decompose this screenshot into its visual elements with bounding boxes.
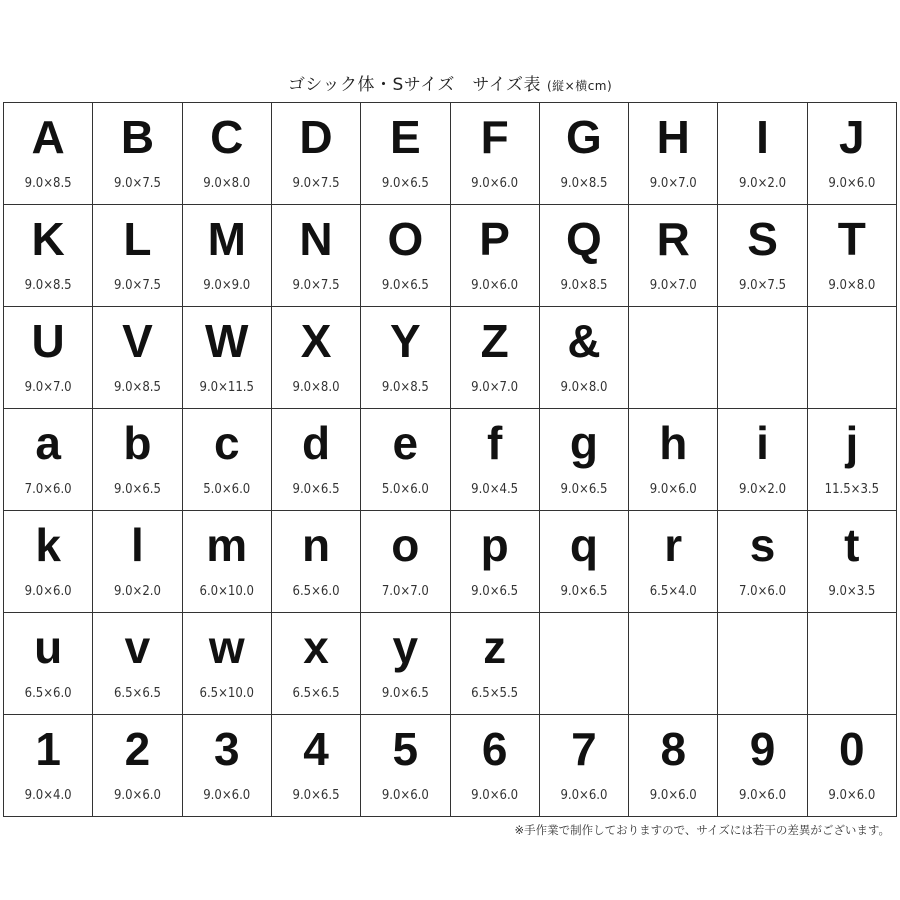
letter-glyph: z bbox=[483, 621, 507, 673]
size-label: 11.5×3.5 bbox=[824, 482, 880, 497]
size-label: 6.5×6.5 bbox=[113, 686, 161, 701]
size-label: 9.0×8.5 bbox=[24, 176, 72, 191]
letter-glyph: n bbox=[301, 519, 331, 571]
size-label: 9.0×2.0 bbox=[739, 482, 787, 497]
letter-glyph: a bbox=[35, 417, 61, 469]
letter-glyph: m bbox=[206, 519, 248, 571]
letter-glyph: C bbox=[210, 111, 244, 163]
letter-glyph: v bbox=[124, 621, 151, 673]
size-cell bbox=[93, 307, 182, 409]
size-label: 9.0×8.0 bbox=[560, 380, 608, 395]
letter-glyph: d bbox=[301, 417, 331, 469]
size-label: 9.0×6.0 bbox=[828, 176, 876, 191]
letter-glyph: D bbox=[299, 111, 333, 163]
size-label: 9.0×6.5 bbox=[381, 278, 429, 293]
size-cell bbox=[540, 409, 629, 511]
size-cell bbox=[808, 205, 897, 307]
letter-glyph: w bbox=[208, 621, 245, 673]
size-label: 9.0×7.0 bbox=[24, 380, 72, 395]
size-cell bbox=[93, 715, 182, 817]
size-cell bbox=[183, 103, 272, 205]
size-label: 9.0×6.0 bbox=[24, 584, 72, 599]
size-cell bbox=[183, 409, 272, 511]
size-cell bbox=[93, 511, 182, 613]
size-cell bbox=[540, 307, 629, 409]
size-cell bbox=[361, 715, 450, 817]
size-label: 9.0×2.0 bbox=[739, 176, 787, 191]
size-cell bbox=[451, 409, 540, 511]
size-cell bbox=[808, 715, 897, 817]
size-cell bbox=[4, 103, 93, 205]
letter-glyph: h bbox=[659, 417, 688, 469]
size-label: 9.0×6.0 bbox=[113, 788, 161, 803]
size-label: 9.0×8.0 bbox=[828, 278, 876, 293]
size-label: 7.0×7.0 bbox=[381, 584, 429, 599]
size-label: 9.0×6.5 bbox=[381, 176, 429, 191]
letter-glyph: i bbox=[756, 417, 769, 469]
letter-glyph: u bbox=[34, 621, 63, 673]
size-cell bbox=[808, 103, 897, 205]
letter-glyph: A bbox=[31, 111, 65, 163]
size-cell bbox=[272, 103, 361, 205]
size-label: 9.0×8.0 bbox=[203, 176, 251, 191]
letter-glyph: P bbox=[479, 213, 510, 265]
size-label: 9.0×7.0 bbox=[649, 278, 697, 293]
size-label: 9.0×6.0 bbox=[471, 278, 519, 293]
size-label: 6.5×5.5 bbox=[471, 686, 519, 701]
size-cell bbox=[4, 511, 93, 613]
size-cell bbox=[629, 715, 718, 817]
size-cell bbox=[272, 409, 361, 511]
size-label: 9.0×4.5 bbox=[471, 482, 519, 497]
size-cell bbox=[183, 205, 272, 307]
size-label: 9.0×8.5 bbox=[381, 380, 429, 395]
size-cell bbox=[4, 715, 93, 817]
letter-glyph: T bbox=[837, 213, 866, 265]
letter-glyph: B bbox=[120, 111, 155, 163]
size-label: 9.0×6.5 bbox=[381, 686, 429, 701]
letter-glyph: Q bbox=[566, 213, 602, 265]
size-label: 9.0×8.5 bbox=[560, 278, 608, 293]
letter-glyph: 6 bbox=[481, 723, 508, 775]
letter-glyph: Z bbox=[480, 315, 509, 367]
size-label: 9.0×6.5 bbox=[292, 788, 340, 803]
size-cell bbox=[183, 511, 272, 613]
letter-glyph: W bbox=[205, 315, 249, 367]
title-text: ゴシック体・Sサイズ サイズ表 bbox=[287, 75, 542, 95]
letter-glyph: K bbox=[31, 213, 65, 265]
size-label: 9.0×6.5 bbox=[113, 482, 161, 497]
size-cell bbox=[718, 409, 807, 511]
size-cell bbox=[808, 511, 897, 613]
size-label: 9.0×11.5 bbox=[199, 380, 254, 395]
size-label: 9.0×6.5 bbox=[292, 482, 340, 497]
empty-cell bbox=[629, 613, 718, 715]
size-cell bbox=[93, 205, 182, 307]
letter-glyph: X bbox=[300, 315, 332, 367]
size-cell bbox=[272, 511, 361, 613]
letter-glyph: G bbox=[566, 111, 602, 163]
size-cell bbox=[540, 715, 629, 817]
size-label: 9.0×8.0 bbox=[292, 380, 340, 395]
size-label: 9.0×7.5 bbox=[113, 278, 161, 293]
letter-glyph: t bbox=[844, 519, 860, 571]
size-label: 9.0×8.5 bbox=[113, 380, 161, 395]
letter-glyph: 1 bbox=[35, 723, 61, 775]
size-label: 7.0×6.0 bbox=[739, 584, 787, 599]
letter-glyph: j bbox=[845, 417, 859, 469]
size-label: 9.0×6.0 bbox=[649, 482, 697, 497]
size-cell bbox=[4, 307, 93, 409]
size-label: 9.0×9.0 bbox=[203, 278, 251, 293]
size-cell bbox=[718, 715, 807, 817]
letter-glyph: f bbox=[486, 417, 503, 469]
letter-glyph: b bbox=[123, 417, 152, 469]
size-cell bbox=[629, 511, 718, 613]
size-cell bbox=[540, 103, 629, 205]
size-cell bbox=[361, 409, 450, 511]
letter-glyph: x bbox=[303, 621, 329, 673]
size-cell bbox=[272, 613, 361, 715]
letter-glyph: 3 bbox=[213, 723, 240, 775]
letter-glyph: 0 bbox=[839, 723, 865, 775]
letter-glyph: F bbox=[480, 111, 509, 163]
size-label: 6.5×6.5 bbox=[292, 686, 340, 701]
letter-glyph: R bbox=[656, 213, 690, 265]
page-title bbox=[0, 70, 900, 95]
size-cell bbox=[718, 511, 807, 613]
size-cell bbox=[93, 409, 182, 511]
size-cell bbox=[183, 307, 272, 409]
letter-glyph: V bbox=[122, 315, 153, 367]
size-label: 9.0×6.0 bbox=[739, 788, 787, 803]
size-cell bbox=[361, 307, 450, 409]
size-cell bbox=[93, 613, 182, 715]
size-label: 5.0×6.0 bbox=[381, 482, 429, 497]
size-label: 9.0×6.0 bbox=[203, 788, 251, 803]
letter-glyph: y bbox=[392, 621, 419, 673]
letter-glyph: & bbox=[567, 315, 601, 367]
letter-glyph: L bbox=[123, 213, 152, 265]
size-cell bbox=[451, 205, 540, 307]
size-label: 7.0×6.0 bbox=[24, 482, 72, 497]
letter-glyph: H bbox=[656, 111, 690, 163]
letter-glyph: Y bbox=[390, 315, 421, 367]
letter-glyph: O bbox=[387, 213, 424, 265]
letter-glyph: S bbox=[747, 213, 778, 265]
size-label: 9.0×7.0 bbox=[471, 380, 519, 395]
letter-glyph: U bbox=[31, 315, 65, 367]
letter-glyph: 7 bbox=[571, 723, 597, 775]
letter-glyph: 9 bbox=[749, 723, 776, 775]
size-table bbox=[3, 102, 897, 817]
size-label: 6.5×10.0 bbox=[199, 686, 254, 701]
letter-glyph: M bbox=[207, 213, 246, 265]
size-cell bbox=[361, 103, 450, 205]
size-cell bbox=[361, 613, 450, 715]
letter-glyph: c bbox=[213, 417, 240, 469]
empty-cell bbox=[808, 307, 897, 409]
size-label: 6.5×6.0 bbox=[24, 686, 72, 701]
size-label: 9.0×3.5 bbox=[828, 584, 876, 599]
size-cell bbox=[451, 307, 540, 409]
size-cell bbox=[4, 205, 93, 307]
size-cell bbox=[540, 205, 629, 307]
letter-glyph: E bbox=[390, 111, 421, 163]
size-label: 9.0×7.5 bbox=[113, 176, 161, 191]
size-cell bbox=[4, 613, 93, 715]
size-cell bbox=[272, 205, 361, 307]
footer-note: ※手作業で制作しておりますので、サイズには若干の差異がございます。 bbox=[514, 823, 890, 837]
letter-glyph: e bbox=[392, 417, 419, 469]
size-cell bbox=[361, 205, 450, 307]
size-label: 9.0×6.5 bbox=[560, 482, 608, 497]
letter-glyph: g bbox=[569, 417, 598, 469]
size-label: 9.0×7.5 bbox=[292, 278, 340, 293]
size-label: 6.0×10.0 bbox=[199, 584, 254, 599]
size-cell bbox=[451, 715, 540, 817]
size-label: 9.0×7.5 bbox=[739, 278, 787, 293]
size-cell bbox=[629, 205, 718, 307]
size-label: 9.0×6.0 bbox=[649, 788, 697, 803]
size-cell bbox=[451, 613, 540, 715]
size-label: 6.5×6.0 bbox=[292, 584, 340, 599]
letter-glyph: I bbox=[756, 111, 769, 163]
size-label: 9.0×8.5 bbox=[24, 278, 72, 293]
size-label: 9.0×6.0 bbox=[828, 788, 876, 803]
letter-glyph: 2 bbox=[124, 723, 151, 775]
size-cell bbox=[451, 103, 540, 205]
letter-glyph: 5 bbox=[392, 723, 419, 775]
empty-cell bbox=[718, 307, 807, 409]
empty-cell bbox=[808, 613, 897, 715]
empty-cell bbox=[718, 613, 807, 715]
size-cell bbox=[361, 511, 450, 613]
letter-glyph: l bbox=[131, 519, 144, 571]
size-label: 9.0×6.5 bbox=[560, 584, 608, 599]
letter-glyph: r bbox=[664, 519, 683, 571]
empty-cell bbox=[629, 307, 718, 409]
size-cell bbox=[540, 511, 629, 613]
size-label: 9.0×2.0 bbox=[113, 584, 161, 599]
size-cell bbox=[272, 307, 361, 409]
size-cell bbox=[4, 409, 93, 511]
size-cell bbox=[718, 205, 807, 307]
size-cell bbox=[183, 715, 272, 817]
size-cell bbox=[629, 409, 718, 511]
size-cell bbox=[629, 103, 718, 205]
size-cell bbox=[93, 103, 182, 205]
title-unit: (縦×横cm) bbox=[546, 79, 613, 93]
size-label: 6.5×4.0 bbox=[649, 584, 697, 599]
size-label: 9.0×6.0 bbox=[471, 176, 519, 191]
letter-glyph: 8 bbox=[660, 723, 687, 775]
size-cell bbox=[272, 715, 361, 817]
letter-glyph: k bbox=[35, 519, 61, 571]
size-label: 9.0×6.0 bbox=[381, 788, 429, 803]
letter-glyph: q bbox=[569, 519, 598, 571]
size-cell bbox=[718, 103, 807, 205]
letter-glyph: N bbox=[299, 213, 333, 265]
size-cell bbox=[808, 409, 897, 511]
letter-glyph: s bbox=[749, 519, 776, 571]
size-label: 5.0×6.0 bbox=[203, 482, 251, 497]
size-cell bbox=[183, 613, 272, 715]
letter-glyph: o bbox=[391, 519, 420, 571]
size-label: 9.0×7.0 bbox=[649, 176, 697, 191]
size-label: 9.0×7.5 bbox=[292, 176, 340, 191]
size-cell bbox=[451, 511, 540, 613]
size-label: 9.0×8.5 bbox=[560, 176, 608, 191]
letter-glyph: p bbox=[480, 519, 509, 571]
size-label: 9.0×6.5 bbox=[471, 584, 519, 599]
size-label: 9.0×6.0 bbox=[471, 788, 519, 803]
letter-glyph: J bbox=[839, 111, 865, 163]
letter-glyph: 4 bbox=[303, 723, 329, 775]
empty-cell bbox=[540, 613, 629, 715]
size-label: 9.0×6.0 bbox=[560, 788, 608, 803]
size-label: 9.0×4.0 bbox=[24, 788, 72, 803]
